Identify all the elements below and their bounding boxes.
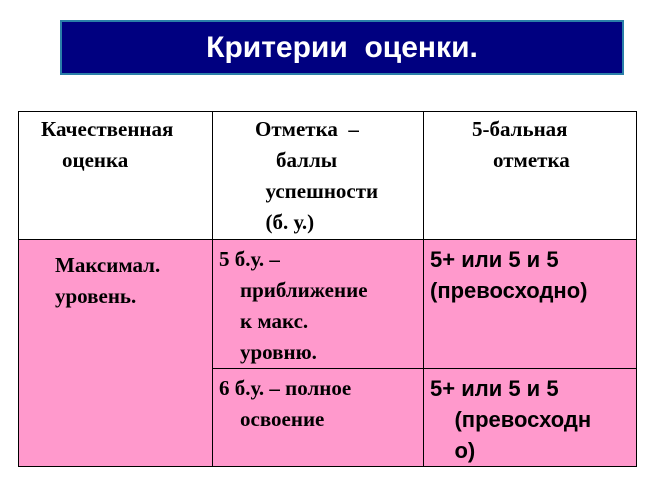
- mark-cell: [213, 240, 424, 369]
- mark-text: 5 б.у. – приближение к макс. уровню.: [219, 247, 368, 364]
- level-text: Максимал. уровень.: [55, 253, 161, 308]
- header-cell-grade: [424, 112, 637, 240]
- header-cell-quality: [19, 112, 213, 240]
- header-quality-text: Качественная оценка: [41, 117, 174, 172]
- grade-cell: [424, 240, 637, 369]
- header-row: [19, 112, 637, 240]
- grade-cell: [424, 369, 637, 467]
- grade-text: 5+ или 5 и 5 (превосходн о): [430, 376, 592, 463]
- mark-text: 6 б.у. – полное освоение: [219, 376, 352, 431]
- mark-cell: [213, 369, 424, 467]
- header-grade-text: 5-бальная отметка: [472, 117, 570, 172]
- title-banner: [60, 20, 624, 75]
- page-title: Критерии оценки.: [206, 30, 478, 64]
- header-score-text: Отметка – баллы успешности (б. у.): [255, 117, 379, 234]
- grade-text: 5+ или 5 и 5 (превосходно): [430, 247, 588, 303]
- criteria-table: [18, 111, 637, 467]
- table-row: [19, 240, 637, 369]
- header-cell-score: [213, 112, 424, 240]
- level-cell: [19, 240, 213, 467]
